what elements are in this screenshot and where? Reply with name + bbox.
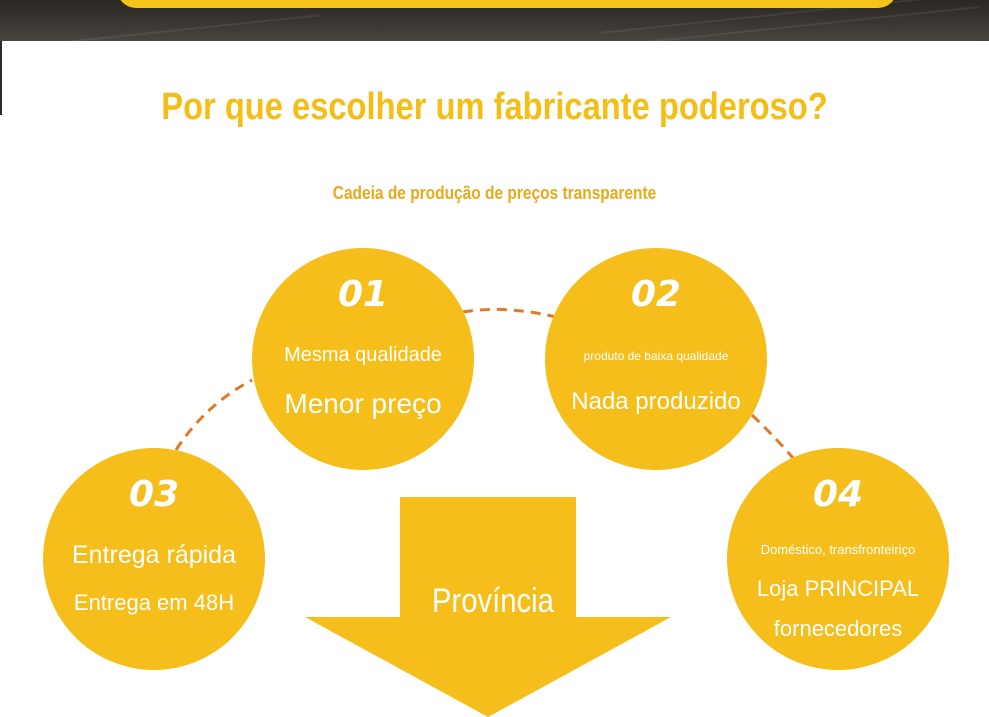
feature-circle-01 <box>252 248 474 470</box>
feature-circle-02 <box>545 248 767 470</box>
feature-line-2: Menor preço <box>284 388 442 419</box>
feature-number: 03 <box>128 474 180 515</box>
feature-circle-03 <box>43 448 265 670</box>
feature-number: 02 <box>630 274 682 315</box>
feature-line-1: produto de baixa qualidade <box>583 349 729 363</box>
section-subtitle: Cadeia de produção de preços transparente <box>332 183 657 203</box>
feature-line-1: Doméstico, transfronteiriço <box>760 542 916 557</box>
feature-circle-04 <box>727 448 949 670</box>
feature-line-2: Entrega em 48H <box>73 590 235 615</box>
feature-line-2: Nada produzido <box>571 388 741 415</box>
arrow-label: Província <box>432 582 554 620</box>
section-title: Por que escolher um fabricante poderoso? <box>161 86 828 128</box>
feature-line-1: Entrega rápida <box>71 541 236 569</box>
feature-line-1: Mesma qualidade <box>284 344 442 366</box>
arrow-head <box>305 617 671 717</box>
feature-number: 01 <box>337 274 389 315</box>
feature-line-2: Loja PRINCIPAL <box>756 576 920 601</box>
feature-number: 04 <box>812 474 864 515</box>
feature-line-3: fornecedores <box>773 616 903 641</box>
